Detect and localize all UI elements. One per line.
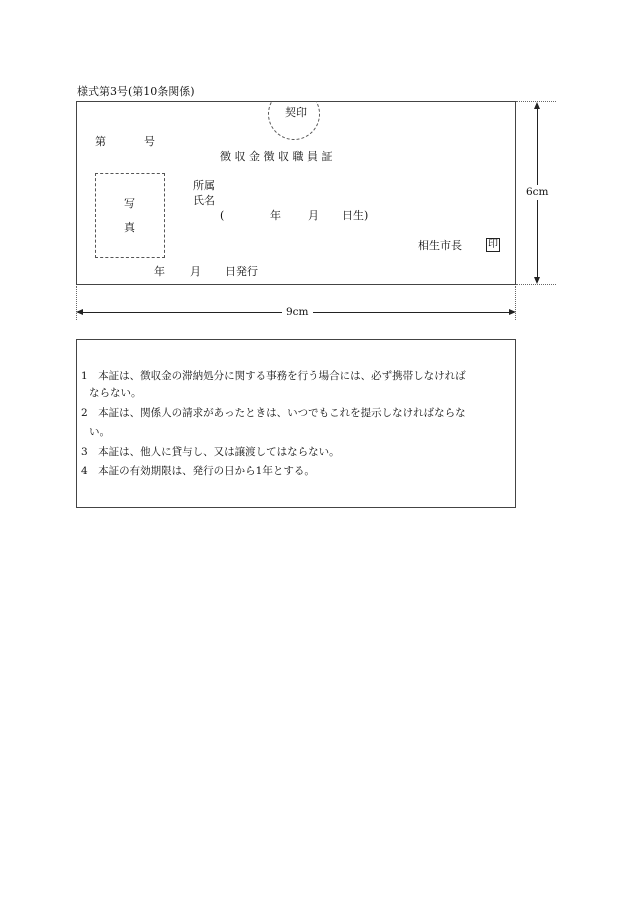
note-1-continued: ならない。 xyxy=(89,387,142,399)
arrow-down-icon xyxy=(534,277,540,284)
photo-placeholder xyxy=(95,173,165,258)
note-1: 1 本証は、徴収金の滞納処分に関する事務を行う場合には、必ず携帯しなければ xyxy=(81,370,466,382)
seal-stamp-box: 印 xyxy=(488,239,498,250)
number-suffix: 号 xyxy=(144,135,155,148)
number-prefix: 第 xyxy=(95,135,106,148)
card-title: 徴 収 金 徴 収 職 員 証 xyxy=(220,150,333,163)
issue-year: 年 xyxy=(154,265,165,278)
card-back xyxy=(76,339,516,508)
issue-month: 月 xyxy=(190,265,201,278)
height-label: 6cm xyxy=(526,186,549,198)
note-2-continued: い。 xyxy=(89,426,110,438)
birth-year: 年 xyxy=(270,209,281,222)
birth-day: 日生) xyxy=(342,209,369,222)
arrow-right-icon xyxy=(509,309,516,315)
issuer-name: 相生市長 xyxy=(418,239,462,252)
height-guide-bottom xyxy=(516,284,556,285)
arrow-up-icon xyxy=(534,102,540,109)
photo-label-1: 写 xyxy=(124,197,135,210)
name-label: 氏名 xyxy=(193,194,215,207)
affiliation-label: 所属 xyxy=(193,179,215,192)
note-3: 3 本証は、他人に貸与し、又は譲渡してはならない。 xyxy=(81,446,340,458)
note-2: 2 本証は、関係人の請求があったときは、いつでもこれを提示しなければならな xyxy=(81,407,466,419)
birth-open-paren: ( xyxy=(220,209,225,222)
arrow-left-icon xyxy=(76,309,83,315)
width-label: 9cm xyxy=(282,306,313,319)
issue-day: 日発行 xyxy=(225,265,258,278)
birth-month: 月 xyxy=(308,209,319,222)
photo-label-2: 真 xyxy=(124,221,135,234)
note-4: 4 本証の有効期限は、発行の日から1年とする。 xyxy=(81,465,315,477)
seal-label: 契印 xyxy=(285,106,307,119)
form-label: 様式第3号(第10条関係) xyxy=(77,85,195,98)
